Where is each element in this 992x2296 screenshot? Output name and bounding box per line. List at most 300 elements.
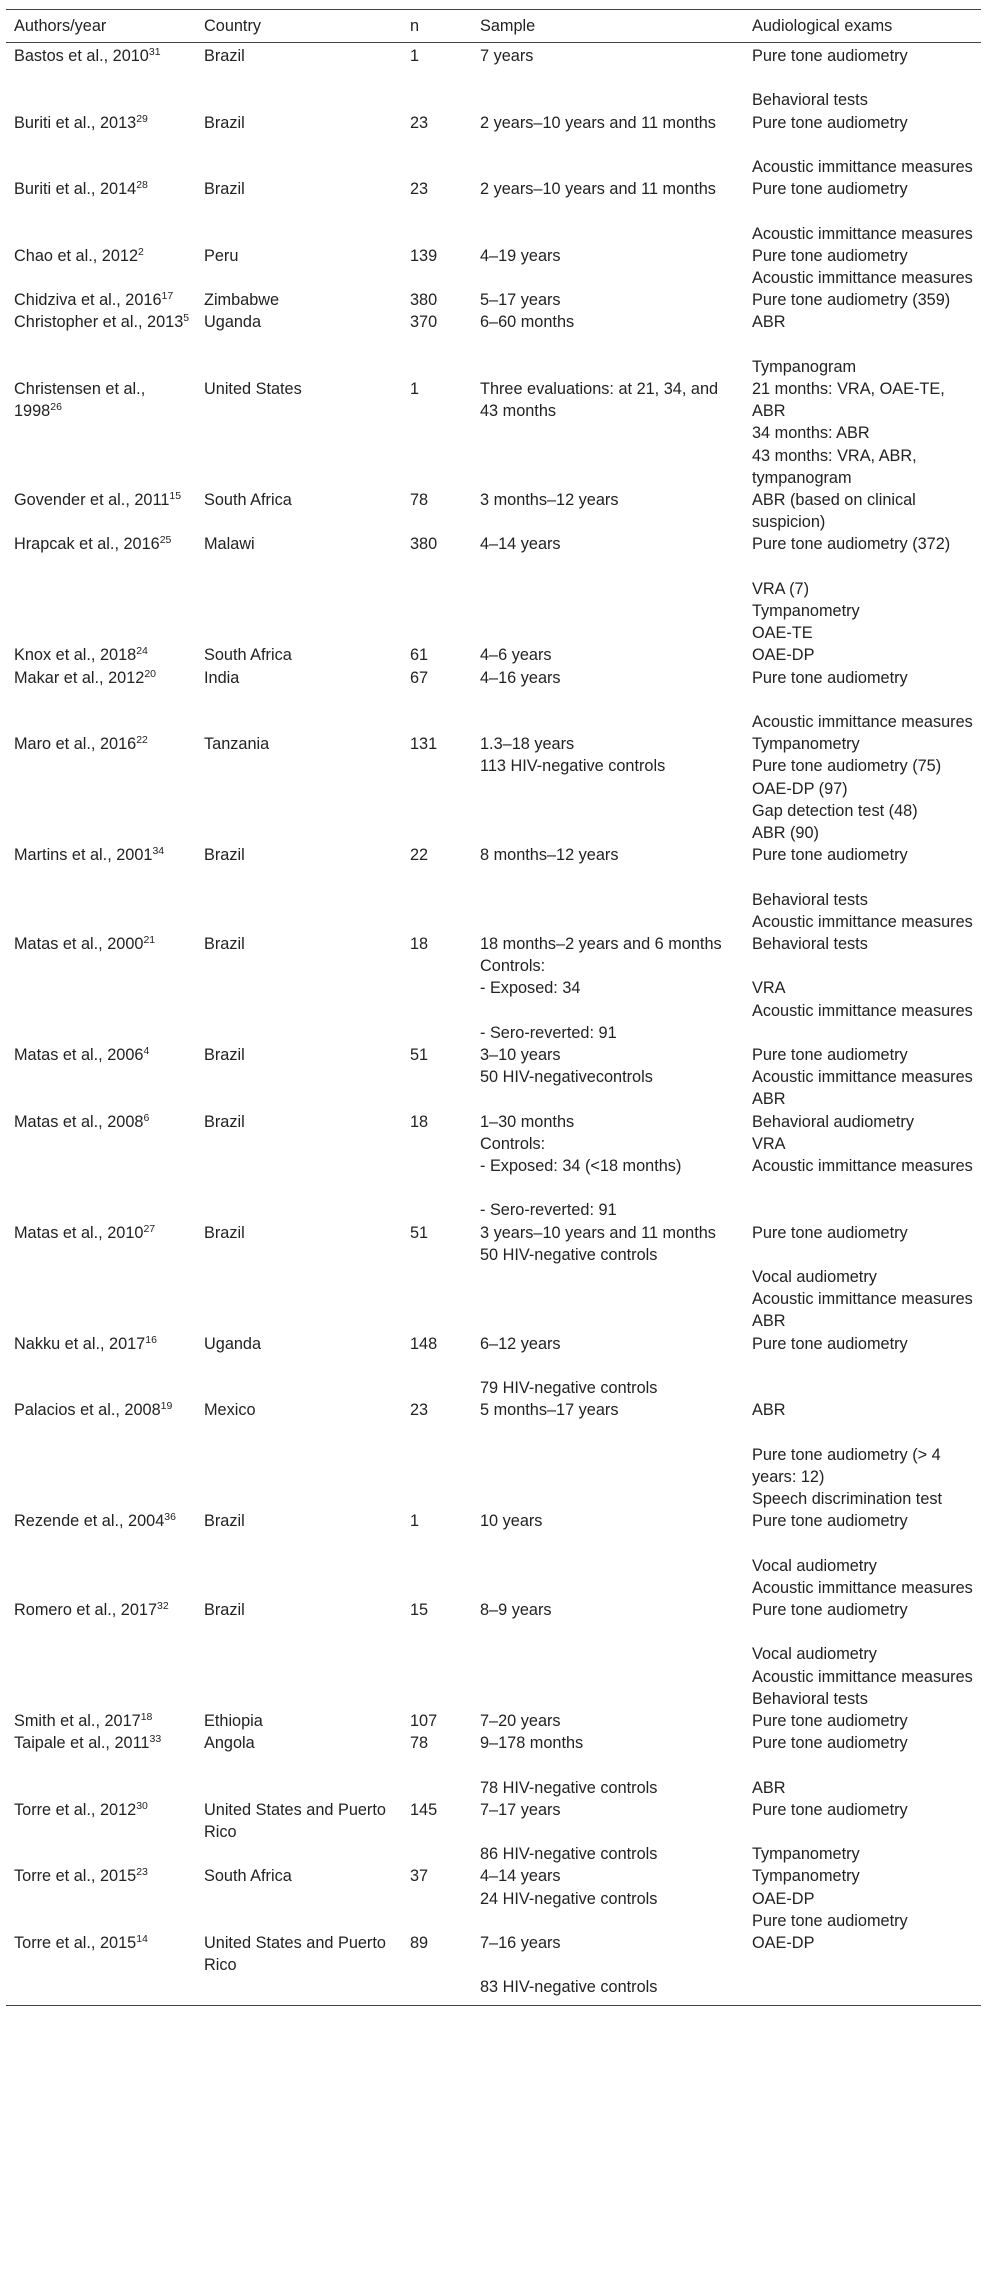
cell-author-year — [6, 1865, 196, 1932]
cell-sample — [472, 1044, 744, 1111]
cell-author-year — [6, 1333, 196, 1400]
exam-line — [752, 955, 975, 977]
sample-line: 7–20 years — [480, 1712, 561, 1731]
cell-author-year — [6, 1799, 196, 1866]
exam-line: Acoustic immittance measures — [752, 1667, 973, 1686]
exam-line: ABR — [752, 1778, 786, 1797]
cell-country: South Africa — [204, 646, 292, 665]
exam-line: Gap detection test (48) — [752, 801, 918, 820]
cell-audiological-exams — [744, 1799, 981, 1866]
sample-line: 3 months–12 years — [480, 491, 619, 509]
cell-sample — [472, 844, 744, 933]
cell-author-year — [6, 844, 196, 933]
reference-number: 27 — [143, 1222, 156, 1235]
cell-audiological-exams — [744, 667, 981, 734]
table-row — [6, 1222, 981, 1333]
reference-number: 36 — [164, 1511, 176, 1524]
table-row — [6, 667, 981, 734]
author-year-text: Chidziva et al., 2016 — [14, 291, 162, 310]
cell-country: South Africa — [204, 1867, 292, 1886]
sample-line: - Exposed: 34 — [480, 979, 581, 998]
cell-country: Brazil — [204, 1046, 245, 1065]
cell-author-year — [6, 1732, 196, 1799]
cell-sample — [472, 1399, 744, 1510]
exam-line: Acoustic immittance measures — [752, 1068, 973, 1087]
cell-n: 370 — [410, 313, 438, 332]
exam-line: Tympanometry — [752, 1867, 860, 1886]
cell-audiological-exams — [744, 43, 981, 112]
reference-number: 2 — [138, 245, 144, 258]
sample-line: Controls: — [480, 957, 546, 976]
table-row — [6, 733, 981, 844]
author-year-text: Makar et al., 2012 — [14, 668, 145, 687]
exam-line: Behavioral audiometry — [752, 1112, 914, 1131]
exam-line: Tympanometry — [752, 1845, 860, 1864]
exam-line: Pure tone audiometry (> 4 years: 12) — [752, 1445, 941, 1486]
cell-audiological-exams — [744, 933, 981, 1044]
exam-line: ABR (90) — [752, 824, 819, 843]
reference-number: 30 — [136, 1799, 148, 1812]
sample-line — [480, 1754, 738, 1776]
sample-line: 2 years–10 years and 11 months — [480, 113, 716, 132]
exam-line — [752, 866, 975, 888]
cell-sample — [472, 1222, 744, 1333]
cell-audiological-exams — [744, 644, 981, 666]
cell-sample — [472, 1932, 744, 2005]
cell-audiological-exams — [744, 1599, 981, 1710]
exam-line: ABR — [752, 1312, 786, 1331]
cell-country: Uganda — [204, 313, 262, 332]
exam-line — [752, 1421, 975, 1443]
cell-sample — [472, 289, 744, 311]
table-row — [6, 1732, 981, 1799]
cell-country: Tanzania — [204, 735, 270, 754]
exam-line: Pure tone audiometry — [752, 1334, 908, 1353]
sample-line: 8–9 years — [480, 1601, 552, 1620]
reference-number: 20 — [144, 667, 157, 680]
sample-line — [480, 1355, 738, 1377]
table-row — [6, 644, 981, 666]
cell-n: 18 — [410, 1112, 429, 1131]
cell-author-year — [6, 1222, 196, 1333]
exam-line — [752, 334, 975, 356]
header-audiological-exams: Audiological exams — [744, 10, 981, 43]
sample-line: 5–17 years — [480, 291, 561, 310]
exam-line: Pure tone audiometry — [752, 113, 908, 132]
sample-line: 5 months–17 years — [480, 1401, 619, 1420]
cell-audiological-exams — [744, 178, 981, 245]
reference-number: 22 — [136, 734, 148, 747]
exam-line — [752, 1532, 975, 1554]
reference-number: 19 — [160, 1400, 173, 1413]
cell-n: 1 — [410, 47, 420, 65]
cell-sample — [472, 311, 744, 378]
author-year-text: Govender et al., 2011 — [14, 491, 170, 509]
exam-line — [752, 1821, 975, 1843]
reference-number: 33 — [149, 1733, 162, 1746]
sample-line: 4–16 years — [480, 668, 561, 687]
cell-author-year — [6, 1510, 196, 1599]
cell-audiological-exams — [744, 1111, 981, 1222]
table-row — [6, 933, 981, 1044]
author-year-text: Hrapcak et al., 2016 — [14, 535, 160, 554]
author-year-text: Christensen et al., 1998 — [14, 379, 146, 421]
cell-n: 139 — [410, 246, 438, 265]
table-row — [6, 1044, 981, 1111]
cell-n: 18 — [410, 935, 429, 954]
sample-line: 113 HIV-negative controls — [480, 757, 666, 776]
reference-number: 32 — [157, 1600, 169, 1613]
reference-number: 26 — [50, 401, 62, 414]
cell-sample — [472, 1599, 744, 1710]
table-row — [6, 289, 981, 311]
cell-author-year — [6, 1932, 196, 2005]
cell-n: 1 — [410, 1512, 420, 1531]
reference-number: 17 — [161, 290, 174, 303]
exam-line: ABR — [752, 313, 786, 332]
reference-number: 25 — [159, 534, 172, 547]
exam-line: Pure tone audiometry — [752, 1734, 908, 1753]
cell-audiological-exams — [744, 489, 981, 533]
cell-sample — [472, 733, 744, 844]
cell-sample — [472, 112, 744, 179]
exam-line: Pure tone audiometry — [752, 246, 908, 265]
cell-author-year — [6, 1710, 196, 1732]
exam-line: Acoustic immittance measures — [752, 1001, 973, 1020]
sample-line: 4–19 years — [480, 246, 561, 265]
cell-author-year — [6, 245, 196, 289]
author-year-text: Torre et al., 2012 — [14, 1800, 137, 1819]
exam-line: Pure tone audiometry — [752, 1911, 908, 1930]
table-row — [6, 489, 981, 533]
studies-table-container — [6, 9, 981, 2006]
author-year-text: Romero et al., 2017 — [14, 1601, 157, 1620]
exam-line: Acoustic immittance measures — [752, 1290, 973, 1309]
sample-line: 4–14 years — [480, 1867, 561, 1886]
studies-table — [6, 9, 981, 2006]
exam-line: Pure tone audiometry — [752, 1223, 908, 1242]
cell-country: United States and Puerto Rico — [196, 1932, 402, 2005]
cell-audiological-exams — [744, 533, 981, 644]
exam-line: Pure tone audiometry — [752, 1601, 908, 1620]
cell-audiological-exams — [744, 245, 981, 289]
author-year-text: Palacios et al., 2008 — [14, 1401, 161, 1420]
exam-line: Acoustic immittance measures — [752, 1578, 973, 1597]
exam-line: Acoustic immittance measures — [752, 713, 973, 731]
exam-line — [752, 134, 975, 156]
exam-line: OAE-DP — [752, 646, 815, 665]
cell-n: 145 — [410, 1800, 438, 1819]
exam-line — [752, 200, 975, 222]
author-year-text: Bastos et al., 2010 — [14, 47, 149, 65]
exam-line — [752, 1244, 975, 1266]
sample-line: 86 HIV-negative controls — [480, 1845, 658, 1864]
table-row — [6, 1932, 981, 2005]
cell-audiological-exams — [744, 733, 981, 844]
cell-audiological-exams — [744, 1732, 981, 1799]
sample-line: 10 years — [480, 1512, 543, 1531]
exam-line: Pure tone audiometry — [752, 1800, 908, 1819]
author-year-text: Torre et al., 2015 — [14, 1934, 137, 1953]
cell-author-year — [6, 644, 196, 666]
reference-number: 34 — [152, 845, 165, 858]
table-row — [6, 1799, 981, 1866]
cell-country: Brazil — [204, 846, 245, 865]
cell-audiological-exams — [744, 1932, 981, 2005]
exam-line: Acoustic immittance measures — [752, 268, 973, 287]
table-row — [6, 245, 981, 289]
cell-sample — [472, 1111, 744, 1222]
cell-n: 23 — [410, 113, 429, 132]
sample-line: 7 years — [480, 47, 534, 65]
exam-line: Pure tone audiometry — [752, 47, 908, 65]
exam-line — [752, 1754, 975, 1776]
cell-audiological-exams — [744, 289, 981, 311]
exam-line: Vocal audiometry — [752, 1645, 877, 1664]
table-row — [6, 112, 981, 179]
author-year-text: Buriti et al., 2014 — [14, 180, 137, 199]
exam-line: 34 months: ABR — [752, 424, 870, 443]
exam-line: Vocal audiometry — [752, 1556, 877, 1575]
exam-line: Pure tone audiometry (75) — [752, 757, 942, 776]
exam-line: Pure tone audiometry — [752, 180, 908, 199]
cell-sample — [472, 933, 744, 1044]
table-row — [6, 378, 981, 489]
cell-n: 380 — [410, 535, 438, 554]
sample-line: 9–178 months — [480, 1734, 584, 1753]
sample-line: 4–14 years — [480, 535, 561, 554]
sample-line: 6–12 years — [480, 1334, 561, 1353]
header-country: Country — [196, 10, 402, 43]
cell-sample — [472, 1865, 744, 1932]
sample-line: Controls: — [480, 1134, 546, 1153]
cell-country: Ethiopia — [204, 1712, 263, 1731]
exam-line: Pure tone audiometry (372) — [752, 535, 951, 554]
sample-line: 79 HIV-negative controls — [480, 1379, 658, 1398]
exam-line: Tympanometry — [752, 602, 860, 620]
cell-sample — [472, 43, 744, 112]
sample-line: 8 months–12 years — [480, 846, 619, 865]
cell-audiological-exams — [744, 1399, 981, 1510]
sample-line: 18 months–2 years and 6 months — [480, 935, 722, 954]
cell-sample — [472, 667, 744, 734]
cell-audiological-exams — [744, 844, 981, 933]
table-body — [6, 43, 981, 2006]
cell-audiological-exams — [744, 1333, 981, 1400]
table-row — [6, 311, 981, 378]
cell-author-year — [6, 178, 196, 245]
cell-n: 107 — [410, 1712, 438, 1731]
cell-n: 67 — [410, 668, 429, 687]
exam-line: OAE-DP (97) — [752, 779, 848, 798]
cell-sample — [472, 1732, 744, 1799]
exam-line: Speech discrimination test — [752, 1490, 943, 1509]
exam-line: Pure tone audiometry — [752, 846, 908, 865]
cell-country: Uganda — [204, 1334, 262, 1353]
cell-n: 23 — [410, 180, 429, 199]
exam-line: Acoustic immittance measures — [752, 1157, 973, 1176]
exam-line: OAE-TE — [752, 624, 813, 643]
sample-line: 24 HIV-negative controls — [480, 1889, 658, 1908]
table-row — [6, 1710, 981, 1732]
cell-n: 61 — [410, 646, 429, 665]
cell-country: Brazil — [204, 1512, 245, 1531]
exam-line — [752, 689, 975, 711]
cell-sample — [472, 489, 744, 533]
cell-sample — [472, 644, 744, 666]
sample-line: 4–6 years — [480, 646, 552, 665]
cell-n: 148 — [410, 1334, 438, 1353]
cell-audiological-exams — [744, 1510, 981, 1599]
exam-line: Pure tone audiometry — [752, 1046, 908, 1065]
cell-n: 131 — [410, 735, 438, 754]
cell-author-year — [6, 1399, 196, 1510]
cell-author-year — [6, 933, 196, 1044]
header-n: n — [402, 10, 472, 43]
cell-audiological-exams — [744, 1710, 981, 1732]
exam-line: Behavioral tests — [752, 935, 868, 954]
table-header — [6, 10, 981, 43]
author-year-text: Knox et al., 2018 — [14, 646, 137, 665]
sample-line: 1.3–18 years — [480, 735, 575, 754]
table-row — [6, 1111, 981, 1222]
exam-line: VRA (7) — [752, 579, 809, 598]
cell-author-year — [6, 1111, 196, 1222]
cell-n: 89 — [402, 1932, 472, 2005]
cell-audiological-exams — [744, 1865, 981, 1932]
cell-country: Zimbabwe — [204, 291, 280, 310]
exam-line: Pure tone audiometry — [752, 1712, 908, 1731]
cell-author-year — [6, 112, 196, 179]
reference-number: 29 — [136, 112, 148, 125]
sample-line — [480, 1821, 738, 1843]
exam-line: Tympanometry — [752, 735, 860, 754]
exam-line: Behavioral tests — [752, 1689, 868, 1708]
cell-sample — [472, 1510, 744, 1599]
sample-line: - Sero-reverted: 91 — [480, 1201, 617, 1220]
cell-n: 37 — [410, 1867, 429, 1886]
cell-country: United States and Puerto Rico — [204, 1800, 386, 1842]
author-year-text: Chao et al., 2012 — [14, 246, 139, 265]
cell-n: 380 — [410, 291, 438, 310]
table-row — [6, 533, 981, 644]
sample-line: 7–16 years — [480, 1934, 561, 1953]
cell-country: Brazil — [204, 113, 245, 132]
sample-line: - Sero-reverted: 91 — [480, 1023, 617, 1042]
exam-line: ABR — [752, 1090, 786, 1109]
cell-audiological-exams — [744, 1044, 981, 1111]
sample-line: 2 years–10 years and 11 months — [480, 180, 716, 199]
cell-sample — [472, 533, 744, 644]
reference-number: 6 — [143, 1111, 150, 1124]
table-row — [6, 1599, 981, 1710]
cell-sample — [472, 178, 744, 245]
cell-sample — [472, 378, 744, 489]
sample-line: 50 HIV-negativecontrols — [480, 1068, 653, 1087]
sample-line: 3 years–10 years and 11 months — [480, 1223, 716, 1242]
exam-line: VRA — [752, 979, 786, 998]
exam-line: VRA — [752, 1134, 786, 1153]
cell-author-year — [6, 667, 196, 734]
cell-n: 78 — [410, 491, 429, 509]
cell-audiological-exams — [744, 311, 981, 378]
sample-line: 83 HIV-negative controls — [480, 1978, 658, 1997]
cell-author-year — [6, 43, 196, 112]
cell-sample — [472, 1799, 744, 1866]
cell-author-year — [6, 733, 196, 844]
cell-n: 23 — [410, 1401, 429, 1420]
cell-country: Peru — [204, 246, 239, 265]
sample-line — [480, 1000, 738, 1022]
author-year-text: Christopher et al., 2013 — [14, 313, 184, 332]
cell-country: Brazil — [204, 1112, 245, 1131]
cell-author-year — [6, 489, 196, 533]
cell-country: Brazil — [204, 47, 245, 65]
exam-line: Pure tone audiometry — [752, 668, 908, 687]
author-year-text: Torre et al., 2015 — [14, 1867, 137, 1886]
header-authors-year: Authors/year — [6, 10, 196, 43]
header-sample: Sample — [472, 10, 744, 43]
cell-n: 1 — [410, 379, 420, 398]
reference-number: 31 — [148, 46, 161, 58]
sample-line — [480, 1954, 738, 1976]
table-row — [6, 178, 981, 245]
cell-n: 78 — [410, 1734, 429, 1753]
sample-line: - Exposed: 34 (<18 months) — [480, 1157, 682, 1176]
author-year-text: Maro et al., 2016 — [14, 735, 137, 754]
exam-line: Pure tone audiometry (359) — [752, 291, 951, 310]
cell-author-year — [6, 533, 196, 644]
author-year-text: Nakku et al., 2017 — [14, 1334, 146, 1353]
exam-line: 43 months: VRA, ABR, tympanogram — [752, 446, 917, 487]
exam-line: Acoustic immittance measures — [752, 157, 973, 176]
reference-number: 15 — [169, 490, 182, 502]
cell-country: United States — [204, 379, 302, 398]
table-row — [6, 43, 981, 112]
exam-line: 21 months: VRA, OAE-TE, ABR — [752, 379, 945, 421]
author-year-text: Buriti et al., 2013 — [14, 113, 137, 132]
cell-author-year — [6, 1599, 196, 1710]
author-year-text: Matas et al., 2008 — [14, 1112, 144, 1131]
cell-sample — [472, 1333, 744, 1400]
cell-author-year — [6, 311, 196, 378]
cell-country: Malawi — [204, 535, 255, 554]
reference-number: 5 — [183, 312, 190, 325]
sample-line: 3–10 years — [480, 1046, 561, 1065]
table-row — [6, 1333, 981, 1400]
cell-author-year — [6, 1044, 196, 1111]
reference-number: 14 — [136, 1933, 148, 1946]
exam-line: Behavioral tests — [752, 91, 868, 110]
author-year-text: Matas et al., 2006 — [14, 1046, 144, 1065]
cell-country: India — [204, 668, 240, 687]
sample-line — [480, 1177, 738, 1199]
table-row — [6, 844, 981, 933]
exam-line — [752, 67, 975, 89]
reference-number: 21 — [143, 934, 156, 947]
exam-line — [752, 556, 975, 578]
sample-line: 1–30 months — [480, 1112, 575, 1131]
exam-line: Tympanogram — [752, 357, 857, 376]
author-year-text: Smith et al., 2017 — [14, 1712, 141, 1731]
exam-line: ABR (based on clinical suspicion) — [752, 491, 916, 532]
reference-number: 4 — [143, 1045, 150, 1058]
author-year-text: Taipale et al., 2011 — [14, 1734, 150, 1753]
table-row — [6, 1399, 981, 1510]
reference-number: 28 — [136, 179, 148, 192]
cell-n: 51 — [410, 1223, 429, 1242]
sample-line: 50 HIV-negative controls — [480, 1245, 658, 1264]
